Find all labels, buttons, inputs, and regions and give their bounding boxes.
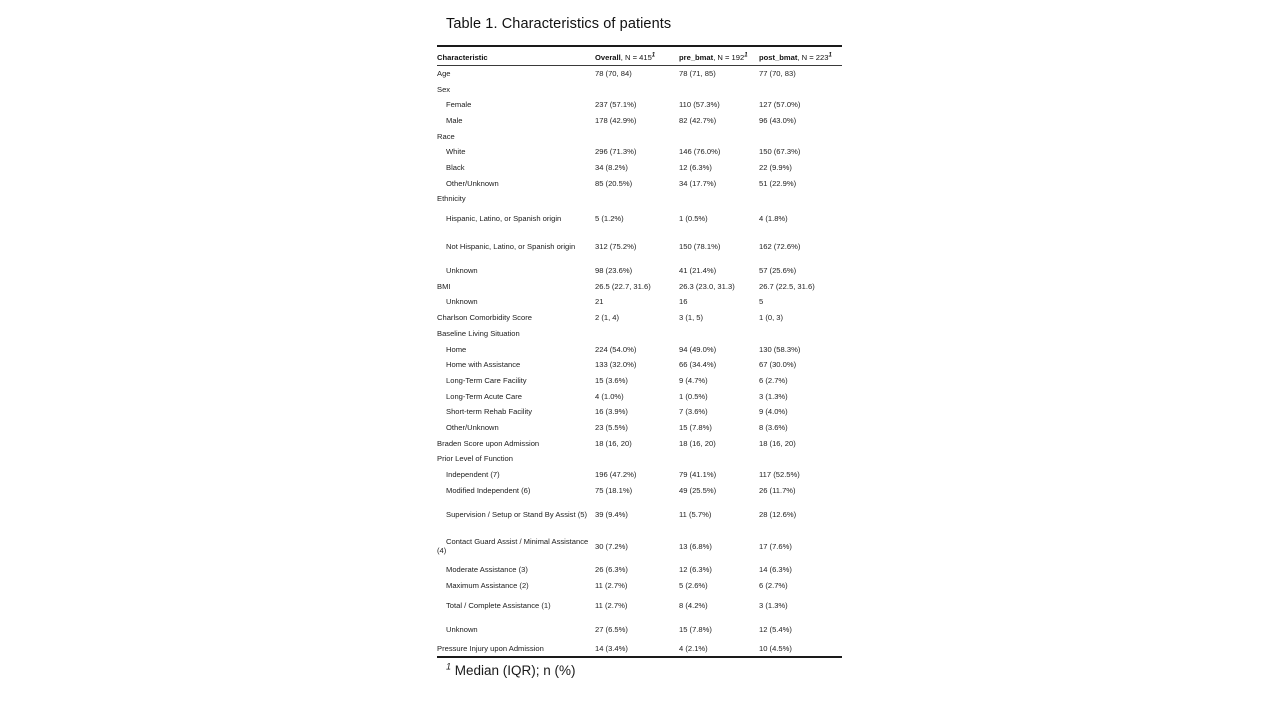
cell-pre-bmat: 13 (6.8%) — [679, 541, 712, 551]
table-row — [437, 420, 842, 436]
table-row — [437, 129, 842, 145]
table-row — [437, 160, 842, 176]
cell-pre-bmat: 78 (71, 85) — [679, 69, 716, 79]
cell-post-bmat: 9 (4.0%) — [759, 407, 788, 417]
cell-post-bmat — [759, 82, 842, 98]
cell-post-bmat: 3 (1.3%) — [759, 600, 788, 610]
cell-post-bmat: 12 (5.4%) — [759, 624, 792, 634]
cell-pre-bmat: 79 (41.1%) — [679, 470, 717, 480]
cell-post-bmat: 150 (67.3%) — [759, 147, 801, 157]
table-row — [437, 279, 842, 295]
table-container — [437, 16, 842, 680]
row-label: Modified Independent (6) — [446, 485, 531, 495]
column-header-n: , N = 223 — [797, 53, 829, 63]
cell-pre-bmat: 1 (0.5%) — [679, 391, 708, 401]
cell-overall: 11 (2.7%) — [595, 600, 628, 610]
cell-pre-bmat: 41 (21.4%) — [679, 266, 717, 276]
cell-overall: 98 (23.6%) — [595, 266, 633, 276]
cell-post-bmat: 18 (16, 20) — [759, 438, 796, 448]
cell-post-bmat: 26 (11.7%) — [759, 485, 796, 495]
cell-pre-bmat: 18 (16, 20) — [679, 438, 716, 448]
row-label: BMI — [437, 281, 451, 291]
cell-overall: 237 (57.1%) — [595, 100, 637, 110]
cell-pre-bmat: 5 (2.6%) — [679, 581, 708, 591]
row-label: White — [446, 147, 466, 157]
cell-pre-bmat: 12 (6.3%) — [679, 565, 712, 575]
table-row — [437, 207, 842, 231]
table-row — [437, 310, 842, 326]
cell-post-bmat — [759, 451, 842, 467]
cell-overall — [595, 191, 679, 207]
row-label: Pressure Injury upon Admission — [437, 642, 595, 658]
row-label: Sex — [437, 84, 451, 94]
row-label: Short-term Rehab Facility — [446, 407, 533, 417]
cell-pre-bmat — [679, 326, 759, 342]
row-label: Independent (7) — [446, 470, 500, 480]
table-row — [437, 191, 842, 207]
row-label: Long-Term Acute Care — [446, 391, 522, 401]
cell-post-bmat: 4 (1.8%) — [759, 214, 788, 224]
table-footnote — [437, 663, 842, 680]
cell-pre-bmat — [679, 129, 759, 145]
table-row — [437, 176, 842, 192]
cell-overall: 133 (32.0%) — [595, 360, 637, 370]
row-label: Home — [446, 344, 467, 354]
cell-post-bmat: 1 (0, 3) — [759, 313, 784, 323]
table-row — [437, 82, 842, 98]
cell-post-bmat: 17 (7.6%) — [759, 541, 792, 551]
footnote-marker: 1 — [651, 52, 656, 59]
row-label: Black — [446, 163, 465, 173]
row-label: Age — [437, 69, 451, 79]
cell-post-bmat: 14 (6.3%) — [759, 565, 792, 575]
row-label: Ethnicity — [437, 194, 466, 204]
cell-pre-bmat: 7 (3.6%) — [679, 407, 708, 417]
table-row — [437, 342, 842, 358]
cell-pre-bmat: 66 (34.4%) — [679, 360, 717, 370]
row-label: Home with Assistance — [446, 360, 521, 370]
cell-pre-bmat: 9 (4.7%) — [679, 375, 708, 385]
row-label: Prior Level of Function — [437, 454, 513, 464]
row-label: Moderate Assistance (3) — [446, 565, 528, 575]
cell-post-bmat: 67 (30.0%) — [759, 360, 797, 370]
column-header-overall — [595, 46, 679, 66]
cell-pre-bmat: 8 (4.2%) — [679, 600, 708, 610]
table-row — [437, 530, 842, 562]
cell-pre-bmat — [679, 191, 759, 207]
cell-overall — [595, 451, 679, 467]
cell-post-bmat: 96 (43.0%) — [759, 115, 797, 125]
cell-pre-bmat: 12 (6.3%) — [679, 163, 712, 173]
row-label: Unknown — [446, 297, 478, 307]
table-row — [437, 467, 842, 483]
cell-post-bmat: 57 (25.6%) — [759, 266, 797, 276]
cell-overall: 14 (3.4%) — [595, 642, 679, 658]
column-header-label: Overall — [595, 53, 621, 63]
cell-post-bmat — [759, 191, 842, 207]
table-row — [437, 144, 842, 160]
cell-overall: 21 — [595, 297, 604, 307]
column-header-characteristic — [437, 46, 595, 66]
footnote-text: Median (IQR); n (%) — [451, 663, 576, 679]
cell-overall — [595, 82, 679, 98]
row-label: Male — [446, 115, 463, 125]
cell-overall: 85 (20.5%) — [595, 178, 633, 188]
cell-pre-bmat: 34 (17.7%) — [679, 178, 717, 188]
cell-overall: 75 (18.1%) — [595, 485, 633, 495]
cell-pre-bmat — [679, 82, 759, 98]
cell-pre-bmat: 16 — [679, 297, 688, 307]
table-row — [437, 66, 842, 82]
footnote-marker: 1 — [744, 52, 748, 59]
cell-overall: 15 (3.6%) — [595, 375, 628, 385]
table-row — [437, 389, 842, 405]
cell-post-bmat: 117 (52.5%) — [759, 470, 800, 480]
cell-pre-bmat: 146 (76.0%) — [679, 147, 721, 157]
cell-post-bmat: 130 (58.3%) — [759, 344, 801, 354]
cell-post-bmat: 6 (2.7%) — [759, 375, 788, 385]
characteristics-table — [437, 45, 842, 658]
cell-post-bmat: 51 (22.9%) — [759, 178, 797, 188]
column-header-pre-bmat — [679, 46, 759, 66]
table-title: Table 1. Characteristics of patients — [446, 16, 672, 32]
table-row — [437, 618, 842, 642]
cell-overall — [595, 129, 679, 145]
cell-post-bmat: 77 (70, 83) — [759, 69, 796, 79]
cell-pre-bmat: 110 (57.3%) — [679, 100, 720, 110]
cell-overall: 312 (75.2%) — [595, 242, 637, 252]
cell-pre-bmat: 15 (7.8%) — [679, 422, 712, 432]
cell-pre-bmat: 94 (49.0%) — [679, 344, 717, 354]
column-header-n: , N = 415 — [620, 53, 652, 63]
footnote-marker: 1 — [828, 52, 832, 59]
cell-overall: 4 (1.0%) — [595, 391, 624, 401]
cell-overall: 26 (6.3%) — [595, 565, 628, 575]
cell-pre-bmat: 26.3 (23.0, 31.3) — [679, 281, 735, 291]
cell-overall: 34 (8.2%) — [595, 163, 628, 173]
cell-post-bmat: 8 (3.6%) — [759, 422, 788, 432]
row-label: Total / Complete Assistance (1) — [446, 600, 551, 610]
table-row — [437, 326, 842, 342]
cell-post-bmat: 28 (12.6%) — [759, 509, 797, 519]
cell-overall: 5 (1.2%) — [595, 214, 624, 224]
cell-pre-bmat — [679, 451, 759, 467]
cell-overall: 23 (5.5%) — [595, 422, 628, 432]
column-header-label: pre_bmat — [679, 53, 714, 63]
row-label: Unknown — [446, 266, 478, 276]
cell-overall: 27 (6.5%) — [595, 624, 628, 634]
row-label: Female — [446, 100, 472, 110]
row-label: Charlson Comorbidity Score — [437, 313, 532, 323]
cell-post-bmat: 5 — [759, 297, 764, 307]
table-row — [437, 578, 842, 594]
table-row — [437, 263, 842, 279]
cell-pre-bmat: 11 (5.7%) — [679, 509, 712, 519]
table-row — [437, 294, 842, 310]
column-header-label: post_bmat — [759, 53, 798, 63]
table-row — [437, 231, 842, 263]
cell-overall: 2 (1, 4) — [595, 313, 620, 323]
column-header-n: , N = 192 — [713, 53, 745, 63]
row-label: Braden Score upon Admission — [437, 438, 540, 448]
cell-pre-bmat: 3 (1, 5) — [679, 313, 704, 323]
table-header-row — [437, 46, 842, 66]
cell-overall: 16 (3.9%) — [595, 407, 628, 417]
column-header-label: Characteristic — [437, 53, 488, 63]
cell-overall: 26.5 (22.7, 31.6) — [595, 281, 651, 291]
row-label: Contact Guard Assist / Minimal Assistance (4) — [437, 536, 589, 556]
cell-overall: 39 (9.4%) — [595, 509, 628, 519]
table-row — [437, 562, 842, 578]
cell-overall — [595, 326, 679, 342]
row-label: Baseline Living Situation — [437, 328, 520, 338]
cell-pre-bmat: 82 (42.7%) — [679, 115, 717, 125]
cell-post-bmat: 10 (4.5%) — [759, 642, 842, 658]
row-label: Race — [437, 131, 455, 141]
cell-post-bmat: 6 (2.7%) — [759, 581, 788, 591]
table-row — [437, 97, 842, 113]
table-row — [437, 451, 842, 467]
row-label: Supervision / Setup or Stand By Assist (5) — [446, 509, 587, 519]
cell-pre-bmat: 1 (0.5%) — [679, 214, 708, 224]
footnote-marker: 1 — [446, 661, 452, 672]
cell-pre-bmat: 15 (7.8%) — [679, 624, 712, 634]
cell-post-bmat: 26.7 (22.5, 31.6) — [759, 281, 815, 291]
row-label: Unknown — [446, 624, 478, 634]
cell-post-bmat: 162 (72.6%) — [759, 242, 801, 252]
cell-post-bmat: 22 (9.9%) — [759, 163, 792, 173]
cell-overall: 224 (54.0%) — [595, 344, 637, 354]
cell-overall: 78 (70, 84) — [595, 69, 632, 79]
cell-overall: 11 (2.7%) — [595, 581, 628, 591]
table-row — [437, 113, 842, 129]
cell-overall: 296 (71.3%) — [595, 147, 637, 157]
row-label: Maximum Assistance (2) — [446, 581, 529, 591]
row-label: Hispanic, Latino, or Spanish origin — [446, 214, 562, 224]
table-row — [437, 357, 842, 373]
table-row — [437, 404, 842, 420]
row-label: Other/Unknown — [446, 178, 499, 188]
table-row — [437, 594, 842, 618]
cell-post-bmat: 127 (57.0%) — [759, 100, 801, 110]
cell-post-bmat — [759, 326, 842, 342]
cell-overall: 18 (16, 20) — [595, 438, 632, 448]
row-label: Other/Unknown — [446, 422, 499, 432]
row-label: Not Hispanic, Latino, or Spanish origin — [446, 242, 576, 252]
table-row — [437, 498, 842, 530]
table-header — [437, 46, 842, 66]
cell-overall: 178 (42.9%) — [595, 115, 637, 125]
cell-overall: 30 (7.2%) — [595, 541, 628, 551]
column-header-post-bmat — [759, 46, 842, 66]
row-label: Long-Term Care Facility — [446, 375, 527, 385]
cell-pre-bmat: 150 (78.1%) — [679, 242, 721, 252]
cell-pre-bmat: 4 (2.1%) — [679, 642, 759, 658]
cell-overall: 196 (47.2%) — [595, 470, 637, 480]
table-body — [437, 66, 842, 658]
table-row — [437, 436, 842, 452]
cell-pre-bmat: 49 (25.5%) — [679, 485, 717, 495]
table-row — [437, 373, 842, 389]
cell-post-bmat: 3 (1.3%) — [759, 391, 788, 401]
cell-post-bmat — [759, 129, 842, 145]
table-row — [437, 642, 842, 658]
table-row — [437, 483, 842, 499]
